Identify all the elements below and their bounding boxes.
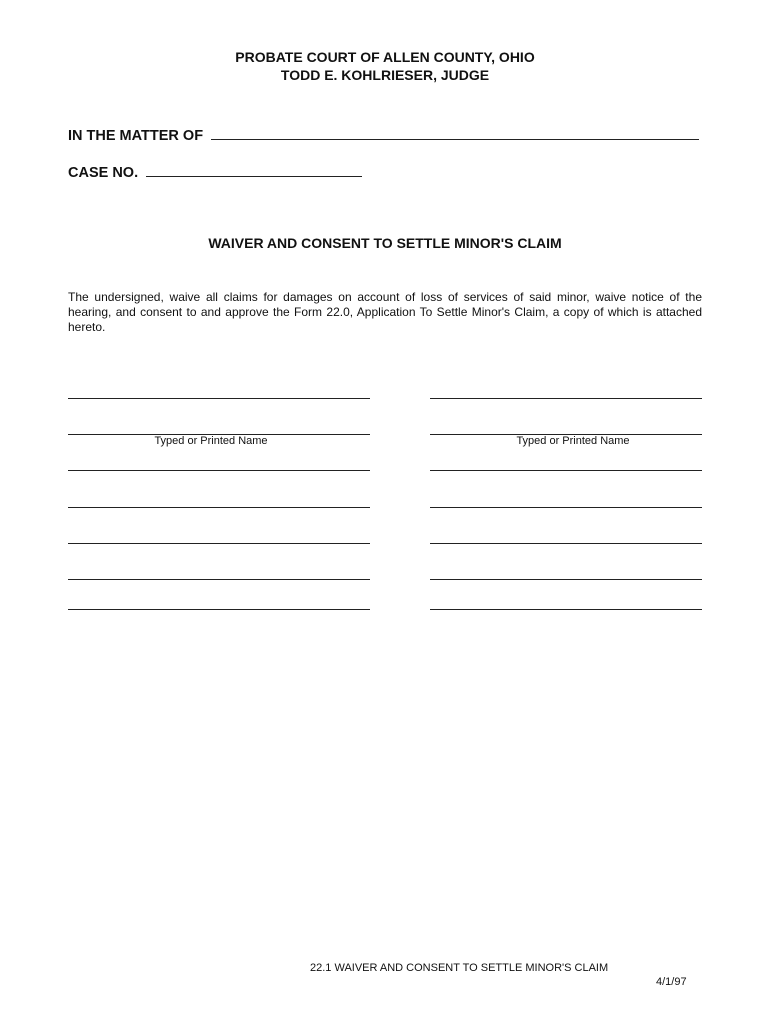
signature-line-left-1[interactable] (68, 398, 370, 399)
address-line-left-3[interactable] (68, 543, 370, 544)
form-title: WAIVER AND CONSENT TO SETTLE MINOR'S CLAIM (208, 235, 562, 251)
footer-form-id: 22.1 WAIVER AND CONSENT TO SETTLE MINOR'S CLAIM (310, 962, 609, 974)
matter-label: IN THE MATTER OF (68, 128, 204, 144)
address-line-left-1[interactable] (68, 470, 370, 471)
address-line-left-5[interactable] (68, 609, 370, 610)
footer-date: 4/1/97 (656, 976, 687, 988)
waiver-body-text: The undersigned, waive all claims for damages on account of loss of services of said minor, waive notice of the hearing, and consent to and approve the Form 22.0, Application To Settle Minor's Claim, a copy of which is attached hereto. (68, 290, 702, 334)
address-line-left-2[interactable] (68, 507, 370, 508)
typed-name-caption-right: Typed or Printed Name (516, 435, 630, 447)
address-line-right-1[interactable] (430, 470, 702, 471)
signature-line-right-1[interactable] (430, 398, 702, 399)
address-line-right-5[interactable] (430, 609, 702, 610)
address-line-left-4[interactable] (68, 579, 370, 580)
judge-name: TODD E. KOHLRIESER, JUDGE (280, 67, 490, 83)
matter-row (68, 125, 699, 144)
address-line-right-2[interactable] (430, 507, 702, 508)
typed-name-caption-left: Typed or Printed Name (154, 435, 268, 447)
address-line-right-4[interactable] (430, 579, 702, 580)
court-name: PROBATE COURT OF ALLEN COUNTY, OHIO (235, 49, 535, 65)
matter-fill-line[interactable] (211, 125, 699, 140)
case-row (68, 162, 362, 181)
case-number-fill-line[interactable] (146, 162, 362, 177)
case-label: CASE NO. (68, 165, 139, 181)
court-header (0, 48, 770, 84)
address-line-right-3[interactable] (430, 543, 702, 544)
